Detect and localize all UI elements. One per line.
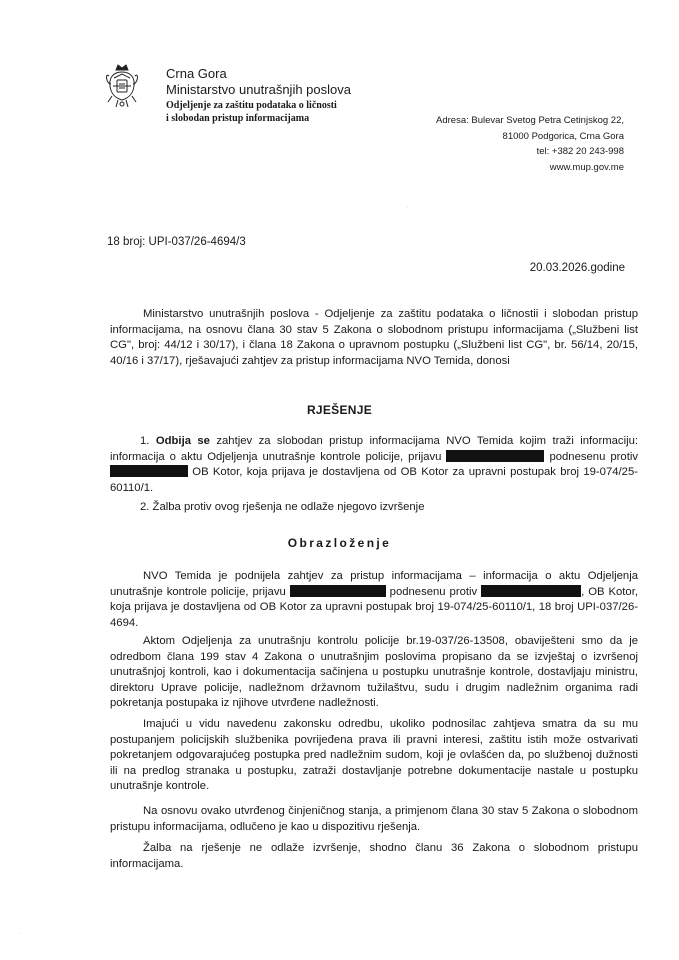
reference-number: 18 broj: UPI-037/26-4694/3 xyxy=(107,236,246,248)
redacted-block xyxy=(290,585,386,597)
document-date: 20.03.2026.godine xyxy=(529,262,625,274)
reasoning-title: Obrazloženje xyxy=(287,536,392,550)
country-name: Crna Gora xyxy=(166,66,227,81)
organization-block xyxy=(166,66,351,125)
p1-text-a: NVO Temida je podnijela zahtjev za pristup informacijama – informacija o aktu Odjeljenja unutrašnje kontrole policije, prijavu xyxy=(110,570,638,598)
p1-text-b: podnesenu protiv xyxy=(385,585,482,598)
p1-text-c: , OB Kotor, koja prijava je dostavljena od OB Kotor za upravni postupak broj 19-074/25-60110/1, 18 broj UPI-037/26-4694. xyxy=(110,585,638,629)
reasoning-paragraph-5: Žalba na rješenje ne odlaže izvršenje, shodno članu 36 Zakona o slobodnom pristupu informacijama. xyxy=(110,842,638,870)
item-1-bold: Odbija se xyxy=(155,435,210,447)
scan-mark: · xyxy=(406,204,409,211)
department-line-1: Odjeljenje za zaštitu podataka o ličnosti xyxy=(166,99,337,111)
reasoning-paragraph-4: Na osnovu ovako utvrđenog činjeničnog stanja, a primjenom člana 30 stav 5 Zakona o slobodnom pristupu informacijama, odlučeno je kao u dispozitivu rješenja. xyxy=(110,805,638,833)
city-line: 81000 Podgorica, Crna Gora xyxy=(502,130,624,142)
address-block xyxy=(436,113,624,176)
coat-of-arms-icon xyxy=(103,62,141,110)
redacted-block xyxy=(481,585,581,597)
reasoning-paragraph-3: Imajući u vidu navedenu zakonsku odredbu, ukoliko podnosilac zahtjeva smatra da su mu postupanjem policijskih službenika povrijeđena prava ili pravni interesi, zaštitu istih može ostvarivati pokretanjem odgovarajućeg postupka pred nadležnim sudom, koji je ovlašćen da, po službenoj dužnosti ili na predlog stranaka u postupku, zatraži dostavljanje potrebne dokumentacije nastale u postupku unutrašnje kontrole. xyxy=(110,718,638,793)
reasoning-paragraph-1 xyxy=(110,569,638,631)
item-1-text-a: zahtjev za slobodan pristup informacijama NVO Temida kojim traži informaciju: informacija o aktu Odjeljenja unutrašnje kontrole policije, prijavu xyxy=(110,435,639,463)
redacted-block xyxy=(446,450,544,462)
item-1-text-b: podnesenu protiv xyxy=(544,450,638,463)
decision-item-1 xyxy=(110,434,638,496)
address-line: Adresa: Bulevar Svetog Petra Cetinjskog 22, xyxy=(436,115,624,126)
redacted-block xyxy=(110,465,188,477)
item-1-text-c: OB Kotor, koja prijava je dostavljena od OB Kotor za upravni postupak broj 19-074/25-60110/1. xyxy=(110,466,638,494)
item-1-number: 1. xyxy=(140,435,150,447)
department-line-2: i slobodan pristup informacijama xyxy=(166,112,310,124)
reasoning-paragraph-2: Aktom Odjeljenja za unutrašnju kontrolu policije br.19-037/26-13508, obaviješteni smo da je odredbom člana 199 stav 4 Zakona o unutrašnjim poslovima propisano da se izvještaj o izvršenoj unutrašnjoj kontroli, kao i dokumentacija sačinjena u postupku unutrašnje kontrole, dostavljaju ministru, direktoru Uprave policije, nadležnom državnom tužilaštvu, sudu i drugim nadležnim organima radi pokretanja postupaka iz njihove utvrđene nadležnosti. xyxy=(110,635,638,710)
intro-paragraph: Ministarstvo unutrašnjih poslova - Odjeljenje za zaštitu podataka o ličnostii i slobodan pristup informacijama, na osnovu člana 30 stav 5 Zakona o slobodnom pristupu informacijama („Službeni list CG", broj: 44/12 i 30/17), i člana 18 Zakona o upravnom postupku („Službeni list CG", br. 56/14, 20/15, 40/16 i 37/17), rješavajući zahtjev za pristup informacijama NVO Temida, donosi xyxy=(110,308,638,367)
website-line: www.mup.gov.me xyxy=(549,162,624,174)
decision-title: RJEŠENJE xyxy=(306,403,373,417)
phone-line: tel: +382 20 243-998 xyxy=(536,146,624,158)
ministry-name: Ministarstvo unutrašnjih poslova xyxy=(166,82,351,98)
decision-item-2: 2. Žalba protiv ovog rješenja ne odlaže njegovo izvršenje xyxy=(140,501,425,513)
scan-mark: · xyxy=(18,930,21,937)
